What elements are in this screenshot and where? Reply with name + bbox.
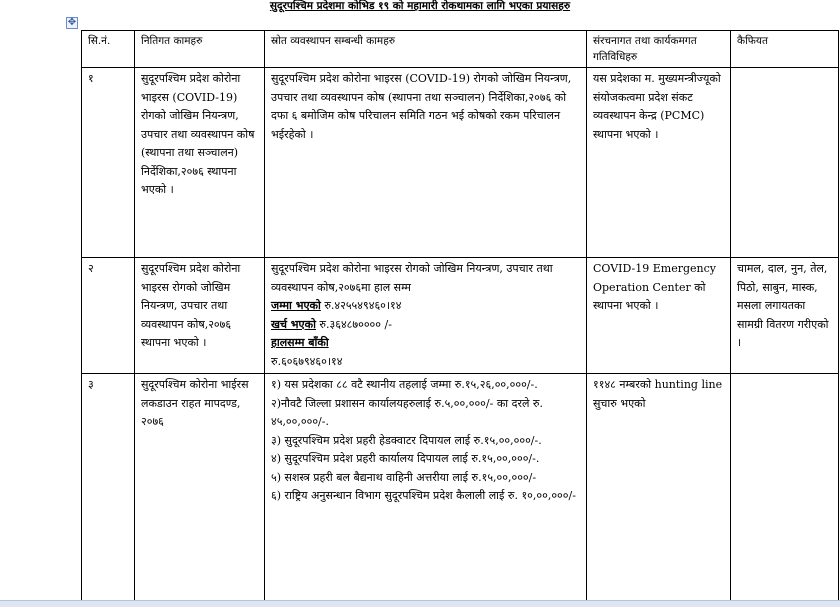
resource-item: ५) सशस्त्र प्रहरी बल बैद्यनाथ वाहिनी अत्तरीया लाई रु.१५,००,०००/- [271,470,537,484]
policy-text: सुदूरपश्चिम प्रदेश कोरोना भाइरस (COVID-19) रोगको जोखिम नियन्त्रण, उपचार तथा व्यवस्थापन कोष (स्थापना तथा सञ्चालन) [141,72,255,159]
deposit-line [271,297,581,316]
row-structural: यस प्रदेशका म. मुख्यमन्त्रीज्यूको संयोजकत्वमा प्रदेश संकट व्यवस्थापन केन्द्र (PCMC) स्थापना भएको । [587,68,731,258]
expense-value: रु.३६४८७०००० /- [315,317,392,331]
resource-item: ४) सुदूरपश्चिम प्रदेश प्रहरी कार्यालय दिपायल लाई रु.१५,००,०००/-. [271,452,540,465]
policy-text: निर्देशिका,२०७६ स्थापना भएको । [141,164,237,196]
expense-line [271,316,581,335]
table-move-handle-icon[interactable]: ✥ [67,17,77,28]
row-structural: COVID-19 Emergency Operation Center को स्थापना भएको । [587,258,731,374]
resource-item: २)नौवटै जिल्ला प्रशासन कार्यालयहरुलाई रु.५,००,०००/- का दरले रु. ४५,००,०००/-. [271,396,543,428]
row-remarks [731,374,839,607]
document-title: सुदूरपश्चिम प्रदेशमा कोभिड १९ को महामारी रोकथामका लागि भएका प्रयासहरु [269,0,571,12]
row-serial: ३ [82,374,135,607]
header-serial: सि.नं. [82,31,135,68]
row-policy [135,68,265,258]
header-remarks: कैफियत [731,31,839,68]
measures-table [81,30,839,607]
row-remarks [731,68,839,258]
resource-item: ३) सुदूरपश्चिम प्रदेश प्रहरी हेडक्वाटर दिपायल लाई रु.१५,००,०००/-. [271,433,542,447]
table-row [82,374,839,607]
row-remarks: चामल, दाल, नुन, तेल, पिठो, साबुन, मास्क, मसला लगायतका सामग्री वितरण गरीएको । [731,258,839,374]
header-resource: स्रोत व्यवस्थापन सम्बन्धी कामहरु [265,31,587,68]
header-policy: नितिगत कामहरु [135,31,265,68]
resource-item: ६) राष्ट्रिय अनुसन्धान विभाग सुदूरपश्चिम प्रदेश कैलाली लाई रु. १०,००,०००/- [271,489,576,502]
row-policy: सुदूरपश्चिम कोरोना भाईरस लकडाउन राहत मापदण्ड, २०७६ [135,374,265,607]
row-serial: १ [82,68,135,258]
balance-label: हालसम्म बाँकी [271,336,329,349]
row-resource [265,258,587,374]
deposit-value: रु.४२५५४९४६०।१४ [320,299,402,312]
row-structural: ११४८ नम्बरको hunting line सुचारु भएको [587,374,731,607]
header-structural: संरचनागत तथा कार्यकमगत गतिविधिहरु [587,31,731,68]
table-row [82,68,839,258]
window-bottom-edge [0,600,840,607]
row-serial: २ [82,258,135,374]
row-resource [265,374,587,607]
deposit-label: जम्मा भएको [271,299,321,312]
balance-value: रु.६०६७९४६०।१४ [271,354,343,368]
expense-label: खर्च भएको [271,317,316,331]
row-policy: सुदूरपश्चिम प्रदेश कोरोना भाइरस रोगको जोखिम नियन्त्रण, उपचार तथा व्यवस्थापन कोष,२०७६ स्थापना भएको । [135,258,265,374]
table-row [82,258,839,374]
resource-item: १) यस प्रदेशका ८८ वटै स्थानीय तहलाई जम्मा रु.१५,२६,००,०००/-. [271,378,538,391]
row-resource: सुदूरपश्चिम प्रदेश कोरोना भाइरस (COVID-19) रोगको जोखिम नियन्त्रण, उपचार तथा व्यवस्थापन कोष (स्थापना तथा सञ्चालन) निर्देशिका,२०७६ को दफा ६ बमोजिम कोष परिचालन समिति गठन भई कोषको रकम परिचालन भईरहेको । [265,68,587,258]
table-header-row [82,31,839,68]
resource-intro: सुदूरपश्चिम प्रदेश कोरोना भाइरस रोगको जोखिम नियन्त्रण, उपचार तथा व्यवस्थापन कोष,२०७६मा हाल सम्म [271,262,553,294]
